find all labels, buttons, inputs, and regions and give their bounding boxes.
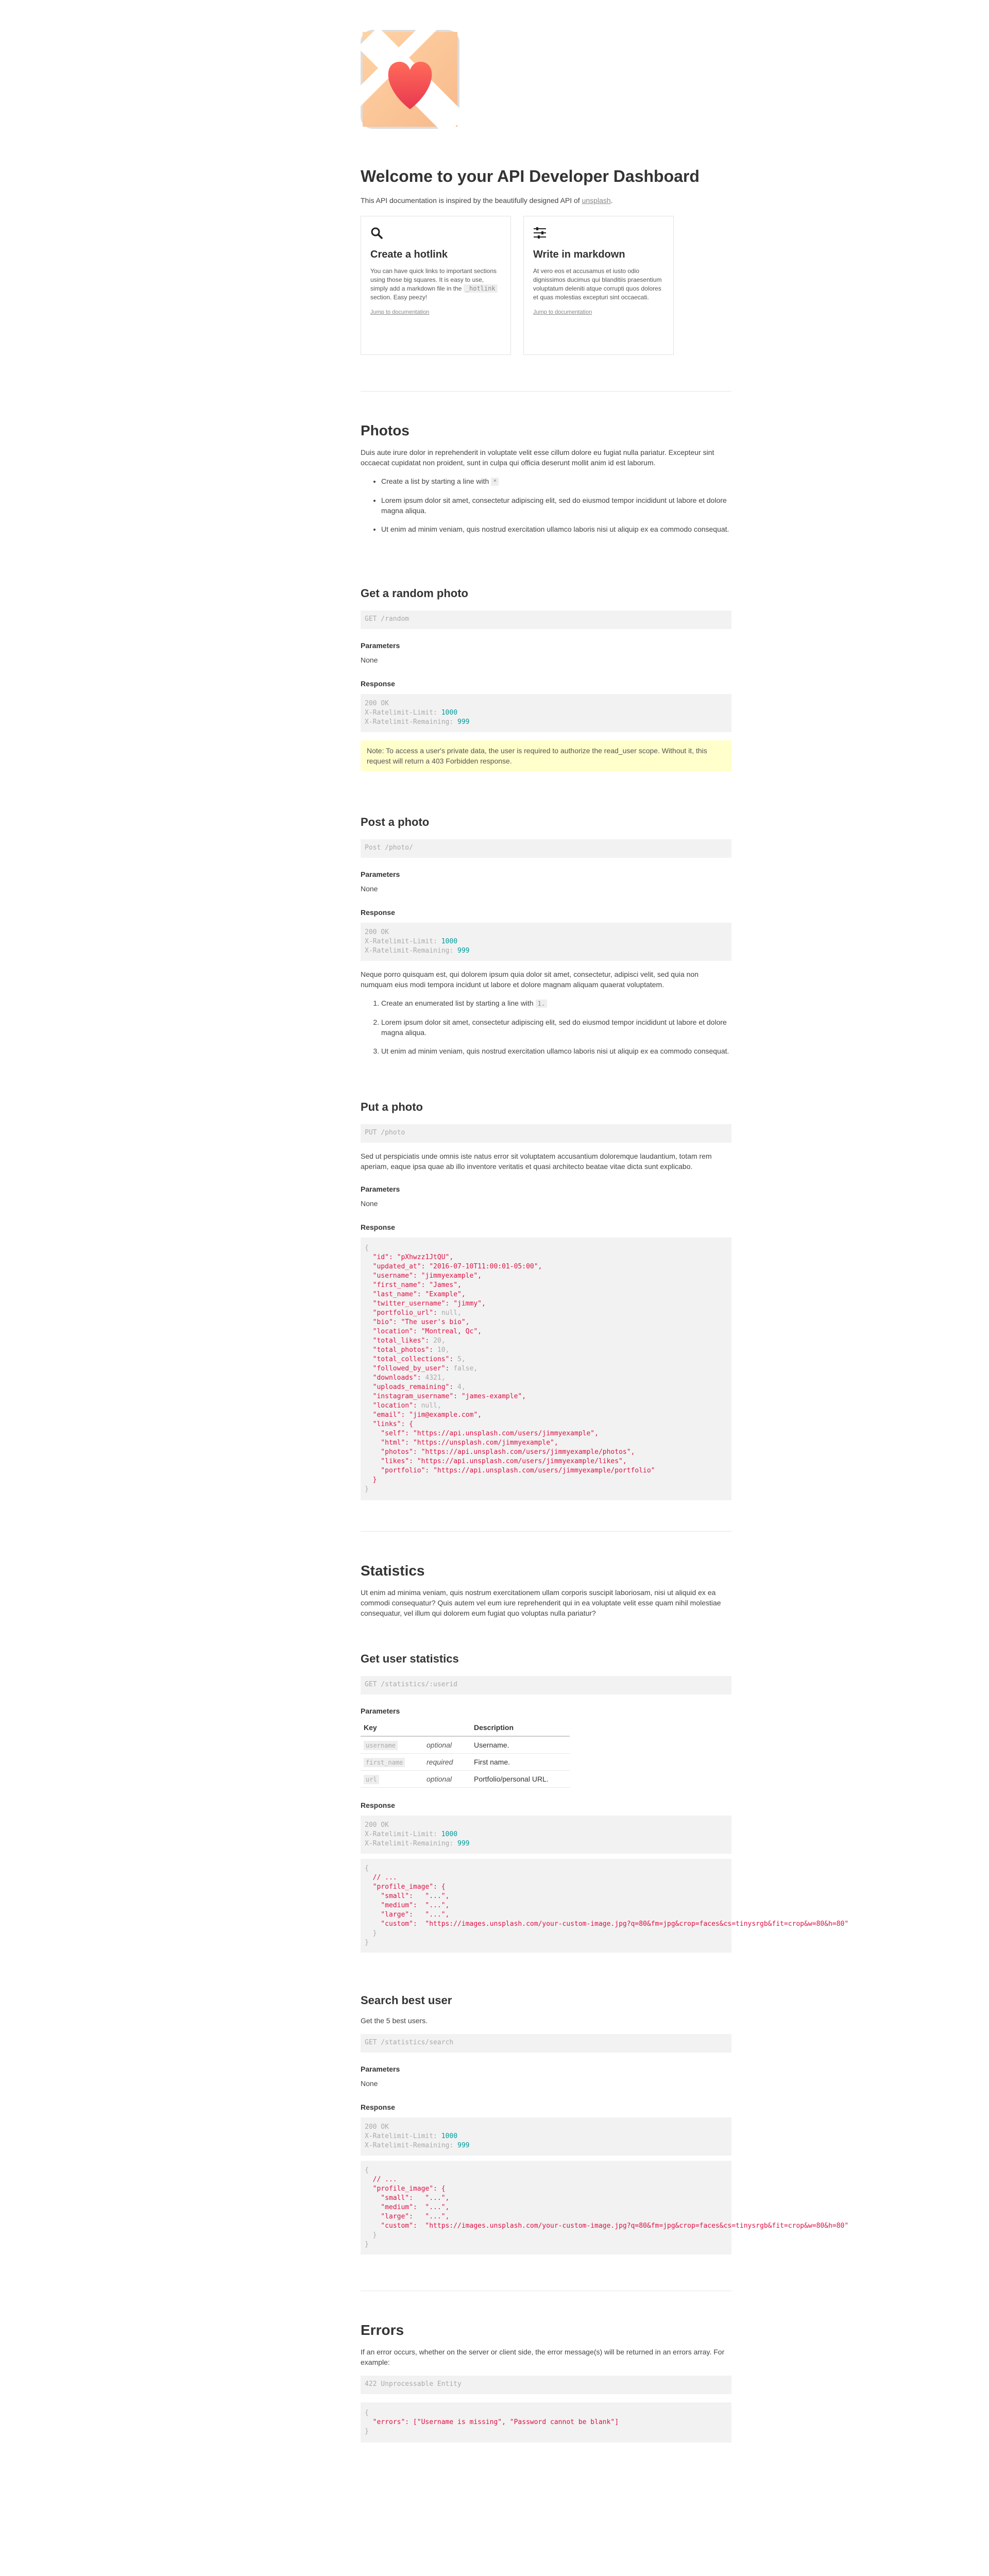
photos-bullet-list — [361, 476, 731, 534]
parameters-label: Parameters — [361, 1185, 400, 1193]
response-json: { // ... "profile_image": { "small": "...", "medium": "...", "large": "...", "custom": "https://images.unsplash.com/your-custom-image.jpg?q=80&fm=jpg&crop=faces&cs=tinysrgb&fit=crop&w=80&h=80" } } — [361, 1859, 731, 1953]
response-code: 200 OK X-Ratelimit-Limit: 1000 X-Ratelimit-Remaining: 999 — [361, 1816, 731, 1854]
response-label: Response — [361, 1223, 395, 1231]
list-item: • Create a list by starting a line with * — [381, 476, 731, 487]
parameters-value: None — [361, 2079, 378, 2088]
response-json: { "id": "pXhwzz1JtQU", "updated_at": "2016-07-10T11:00:01-05:00", "username": "jimmyexample", "first_name": "James", "last_name": "Example", "twitter_username": "jimmy", "portfolio_url": null, "bio": "The user's bio", "location": "Montreal, Qc", "total_likes": 20, "total_photos": 10, "total_collections": 5, "followed_by_user": false, "downloads": 4321, "uploads_remaining": 4, "instagram_username": "james-example", "location": null, "email": "jim@example.com", "links": { "self": "https://api.unsplash.com/users/jimmyexample", "html": "https://unsplash.com/jimmyexample", "photos": "https://api.unsplash.com/users/jimmyexample/photos", "likes": "https://api.unsplash.com/users/jimmyexample/likes", "portfolio": "https://api.unsplash.com/users/jimmyexample/portfolio" } } — [361, 1238, 731, 1500]
statistics-intro: Ut enim ad minima veniam, quis nostrum exercitationem ullam corporis suscipit laboriosam, nisi ut aliquid ex ea commodi consequatur? Quis autem vel eum iure reprehenderit qui in ea voluptate velit esse quam nihil molestiae consequatur, vel illum qui dolorem eum fugiat quo voluptas nulla pariatur? — [361, 1588, 721, 1617]
table-header — [423, 1719, 471, 1736]
parameters-label: Parameters — [361, 870, 400, 878]
search-user-description: Get the 5 best users. — [361, 2016, 428, 2025]
table-row: username optional Username. — [361, 1736, 570, 1754]
section-title-photos: Photos — [361, 422, 410, 438]
list-item: • Lorem ipsum dolor sit amet, consectetur adipiscing elit, sed do eiusmod tempor incididunt ut labore et dolore magna aliqua. — [381, 495, 731, 516]
sliders-icon — [533, 227, 547, 239]
search-icon — [370, 227, 383, 239]
parameters-value: None — [361, 885, 378, 893]
page-title: Welcome to your API Developer Dashboard — [361, 167, 700, 185]
endpoint-title-post-photo: Post a photo — [361, 816, 430, 828]
response-json: { // ... "profile_image": { "small": "...", "medium": "...", "large": "...", "custom": "https://images.unsplash.com/your-custom-image.jpg?q=80&fm=jpg&crop=faces&cs=tinysrgb&fit=crop&w=80&h=80" } } — [361, 2161, 731, 2255]
card-create-hotlink[interactable] — [361, 216, 511, 355]
response-code: 200 OK X-Ratelimit-Limit: 1000 X-Ratelimit-Remaining: 999 — [361, 923, 731, 961]
parameters-label: Parameters — [361, 2065, 400, 2073]
note-box: Note: To access a user's private data, the user is required to authorize the read_user scope. Without it, this request will return a 403 Forbidden response. — [361, 740, 731, 771]
table-row: first_name required First name. — [361, 1754, 570, 1771]
photos-intro: Duis aute irure dolor in reprehenderit in voluptate velit esse cillum dolore eu fugiat nulla pariatur. Excepteur sint occaecat cupidatat non proident, sunt in culpa qui officia deserunt mollit anim id est laborum. — [361, 448, 714, 467]
error-json: { "errors": ["Username is missing", "Password cannot be blank"] } — [361, 2402, 731, 2443]
intro-text: This API documentation is inspired by the beautifully designed API of unsplash. — [361, 196, 613, 205]
parameters-table — [361, 1719, 570, 1788]
section-title-errors: Errors — [361, 2322, 404, 2338]
jump-to-documentation-link[interactable]: Jump to documentation — [533, 309, 592, 315]
list-item: 3. Ut enim ad minim veniam, quis nostrud exercitation ullamco laboris nisi ut aliquip ex ea commodo consequat. — [381, 1046, 731, 1056]
endpoint-code: GET /random — [361, 611, 731, 629]
hotlink-cards — [361, 216, 731, 355]
errors-intro: If an error occurs, whether on the server or client side, the error message(s) will be returned in an errors array. For example: — [361, 2348, 725, 2366]
endpoint-code: Post /photo/ — [361, 839, 731, 858]
list-item: 1. Create an enumerated list by starting a line with 1. — [381, 998, 731, 1009]
list-item: • Ut enim ad minim veniam, quis nostrud exercitation ullamco laboris nisi ut aliquip ex ea commodo consequat. — [381, 524, 731, 534]
response-label: Response — [361, 680, 395, 688]
put-photo-description: Sed ut perspiciatis unde omnis iste natus error sit voluptatem accusantium doloremque laudantium, totam rem aperiam, eaque ipsa quae ab illo inventore veritatis et quasi architecto beatae vitae dicta sunt explicabo. — [361, 1152, 712, 1171]
card-write-markdown[interactable] — [523, 216, 674, 355]
card-title: Create a hotlink — [370, 249, 448, 260]
unsplash-link[interactable]: unsplash — [582, 196, 611, 205]
logo — [361, 30, 459, 129]
endpoint-title-random-photo: Get a random photo — [361, 587, 468, 600]
card-title: Write in markdown — [533, 249, 625, 260]
main-content — [361, 30, 849, 2443]
table-row: url optional Portfolio/personal URL. — [361, 1771, 570, 1788]
error-status-code: 422 Unprocessable Entity — [361, 2376, 731, 2394]
endpoint-code: GET /statistics/search — [361, 2034, 731, 2053]
parameters-label: Parameters — [361, 641, 400, 650]
response-label: Response — [361, 1801, 395, 1809]
endpoint-title-search-best-user: Search best user — [361, 1994, 452, 2007]
parameters-label: Parameters — [361, 1707, 400, 1715]
card-description: At vero eos et accusamus et iusto odio dignissimos ducimus qui blanditiis praesentium voluptatum deleniti atque corrupti quos dolores et quas molestias excepturi sint occaecati. — [533, 267, 662, 301]
section-title-statistics: Statistics — [361, 1563, 425, 1579]
parameters-value: None — [361, 1199, 378, 1208]
response-label: Response — [361, 908, 395, 917]
endpoint-title-user-statistics: Get user statistics — [361, 1652, 459, 1665]
jump-to-documentation-link[interactable]: Jump to documentation — [370, 309, 430, 315]
endpoint-code: GET /statistics/:userid — [361, 1676, 731, 1694]
endpoint-code: PUT /photo — [361, 1124, 731, 1143]
list-item: 2. Lorem ipsum dolor sit amet, consectetur adipiscing elit, sed do eiusmod tempor incididunt ut labore et dolore magna aliqua. — [381, 1017, 731, 1038]
response-label: Response — [361, 2103, 395, 2111]
endpoint-title-put-photo: Put a photo — [361, 1100, 423, 1113]
table-header: Key — [361, 1719, 423, 1736]
table-header: Description — [471, 1719, 570, 1736]
response-code: 200 OK X-Ratelimit-Limit: 1000 X-Ratelimit-Remaining: 999 — [361, 694, 731, 732]
parameters-value: None — [361, 656, 378, 664]
response-code: 200 OK X-Ratelimit-Limit: 1000 X-Ratelimit-Remaining: 999 — [361, 2117, 731, 2156]
post-photo-numbered-list — [361, 998, 731, 1056]
post-photo-description: Neque porro quisquam est, qui dolorem ipsum quia dolor sit amet, consectetur, adipisci velit, sed quia non numquam eius modi tempora incidunt ut labore et dolore magnam aliquam quaerat voluptatem. — [361, 970, 699, 989]
heart-map-logo-icon — [363, 32, 457, 127]
table-header-row — [361, 1719, 570, 1736]
card-description: You can have quick links to important sections using those big squares. It is easy to use, simply add a markdown file in the _hotlink section. Easy peezy! — [370, 267, 497, 301]
